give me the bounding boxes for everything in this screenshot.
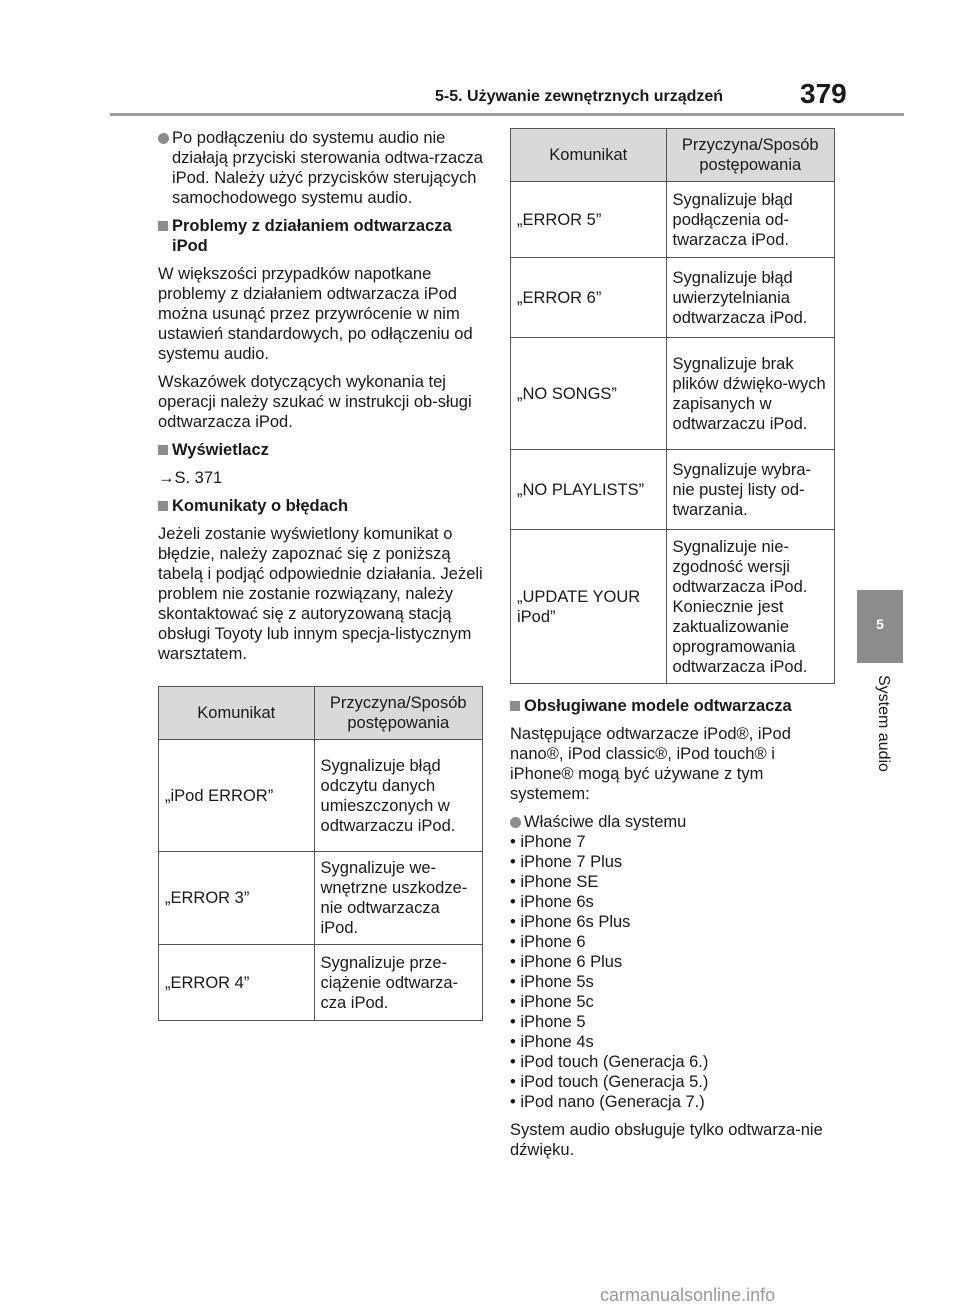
heading-problems: Problemy z działaniem odtwarzacza iPod (158, 216, 483, 256)
table-row (159, 945, 483, 1021)
list-item: • iPod nano (Generacja 7.) (510, 1093, 705, 1111)
list-item: • iPhone 5 (510, 1013, 586, 1031)
col-header-message: Komunikat (159, 687, 315, 740)
list-item: • iPhone 5s (510, 973, 594, 991)
message-cell: „iPod ERROR” (159, 740, 315, 852)
message-cell: „NO SONGS” (511, 338, 667, 450)
error-table-right (510, 128, 835, 684)
message-cell: „ERROR 5” (511, 182, 667, 258)
list-item: • iPhone 7 Plus (510, 853, 623, 871)
cause-cell: Sygnalizuje błąd uwierzytelniania odtwarzacza iPod. (666, 258, 834, 338)
section-title: 5-5. Używanie zewnętrznych urządzeń (435, 88, 724, 105)
para-audio: System audio obsługuje tylko odtwarza-nie dźwięku. (510, 1121, 823, 1159)
square-bullet-icon (158, 445, 168, 455)
note-ipod-controls: Po podłączeniu do systemu audio nie działają przyciski sterowania odtwa-rzacza iPod. Należy użyć przycisków sterujących samochodowego systemu audio. (158, 128, 483, 208)
chapter-number: 5 (876, 616, 884, 632)
list-item: • iPhone 4s (510, 1033, 594, 1051)
list-item: • iPhone SE (510, 873, 599, 891)
list-item: • iPhone 5c (510, 993, 594, 1011)
left-column (158, 128, 483, 1021)
message-cell: „UPDATE YOUR iPod” (511, 530, 667, 684)
col-header-message: Komunikat (511, 129, 667, 182)
list-item: • iPod touch (Generacja 5.) (510, 1073, 709, 1091)
table-row (159, 740, 483, 852)
header-rule (110, 113, 904, 116)
error-table-left (158, 686, 483, 1021)
table-row (511, 450, 835, 530)
list-item: • iPhone 7 (510, 833, 586, 851)
heading-models: Obsługiwane modele odtwarzacza (510, 696, 835, 716)
model-list (510, 832, 835, 1112)
table-row (159, 852, 483, 945)
message-cell: „ERROR 3” (159, 852, 315, 945)
cause-cell: Sygnalizuje brak plików dźwięko-wych zapisanych w odtwarzaczu iPod. (666, 338, 834, 450)
message-cell: „NO PLAYLISTS” (511, 450, 667, 530)
square-bullet-icon (510, 701, 520, 711)
col-header-cause: Przyczyna/Sposób postępowania (666, 129, 834, 182)
para-problems: W większości przypadków napotkane problemy z działaniem odtwarzacza iPod można usunąć przez przywrócenie w nim ustawień standardowych, po odłączeniu od systemu audio. (158, 265, 473, 363)
table-row (511, 258, 835, 338)
para-errors: Jeżeli zostanie wyświetlony komunikat o błędzie, należy zapoznać się z poniższą tabelą i podjąć odpowiednie działania. Jeżeli problem nie zostanie rozwiązany, należy skontaktować się z autoryzowaną stacją obsługi Toyoty lub innym specja-listycznym warsztatem. (158, 525, 483, 663)
list-item: • iPhone 6 Plus (510, 953, 623, 971)
list-item: • iPhone 6 (510, 933, 586, 951)
para-hints: Wskazówek dotyczących wykonania tej operacji należy szukać w instrukcji ob-sługi odtwarzacza iPod. (158, 373, 472, 431)
circle-bullet-icon (510, 817, 521, 828)
page-number: 379 (800, 78, 847, 109)
watermark: carmanualsonline.info (600, 1285, 776, 1305)
chapter-tab (857, 590, 903, 663)
list-item: • iPod touch (Generacja 6.) (510, 1053, 709, 1071)
right-column (510, 128, 835, 1160)
para-models: Następujące odtwarzacze iPod®, iPod nano®, iPod classic®, iPod touch® i iPhone® mogą być używane z tym systemem: (510, 725, 791, 803)
cause-cell: Sygnalizuje błąd podłączenia od-twarzacza iPod. (666, 182, 834, 258)
table-header-row (511, 129, 835, 182)
cause-cell: Sygnalizuje prze-ciążenie odtwarza-cza iPod. (314, 945, 482, 1021)
display-reference: →S. 371 (158, 469, 223, 487)
proper-label: Właściwe dla systemu (510, 812, 835, 832)
heading-display: Wyświetlacz (158, 440, 483, 460)
chapter-label: System audio (875, 675, 892, 772)
circle-bullet-icon (158, 133, 169, 144)
heading-errors: Komunikaty o błędach (158, 496, 483, 516)
message-cell: „ERROR 6” (511, 258, 667, 338)
cause-cell: Sygnalizuje wybra-nie pustej listy od-twarzania. (666, 450, 834, 530)
col-header-cause: Przyczyna/Sposób postępowania (314, 687, 482, 740)
cause-cell: Sygnalizuje błąd odczytu danych umieszczonych w odtwarzaczu iPod. (314, 740, 482, 852)
error-table-left-wrap (158, 686, 483, 1021)
table-row (511, 338, 835, 450)
table-row (511, 530, 835, 684)
cause-cell: Sygnalizuje we-wnętrzne uszkodze-nie odtwarzacza iPod. (314, 852, 482, 945)
list-item: • iPhone 6s (510, 893, 594, 911)
square-bullet-icon (158, 501, 168, 511)
message-cell: „ERROR 4” (159, 945, 315, 1021)
cause-cell: Sygnalizuje nie-zgodność wersji odtwarzacza iPod. Koniecznie jest zaktualizowanie oprogramowania odtwarzacza iPod. (666, 530, 834, 684)
table-row (511, 182, 835, 258)
square-bullet-icon (158, 221, 168, 231)
table-header-row (159, 687, 483, 740)
list-item: • iPhone 6s Plus (510, 913, 631, 931)
